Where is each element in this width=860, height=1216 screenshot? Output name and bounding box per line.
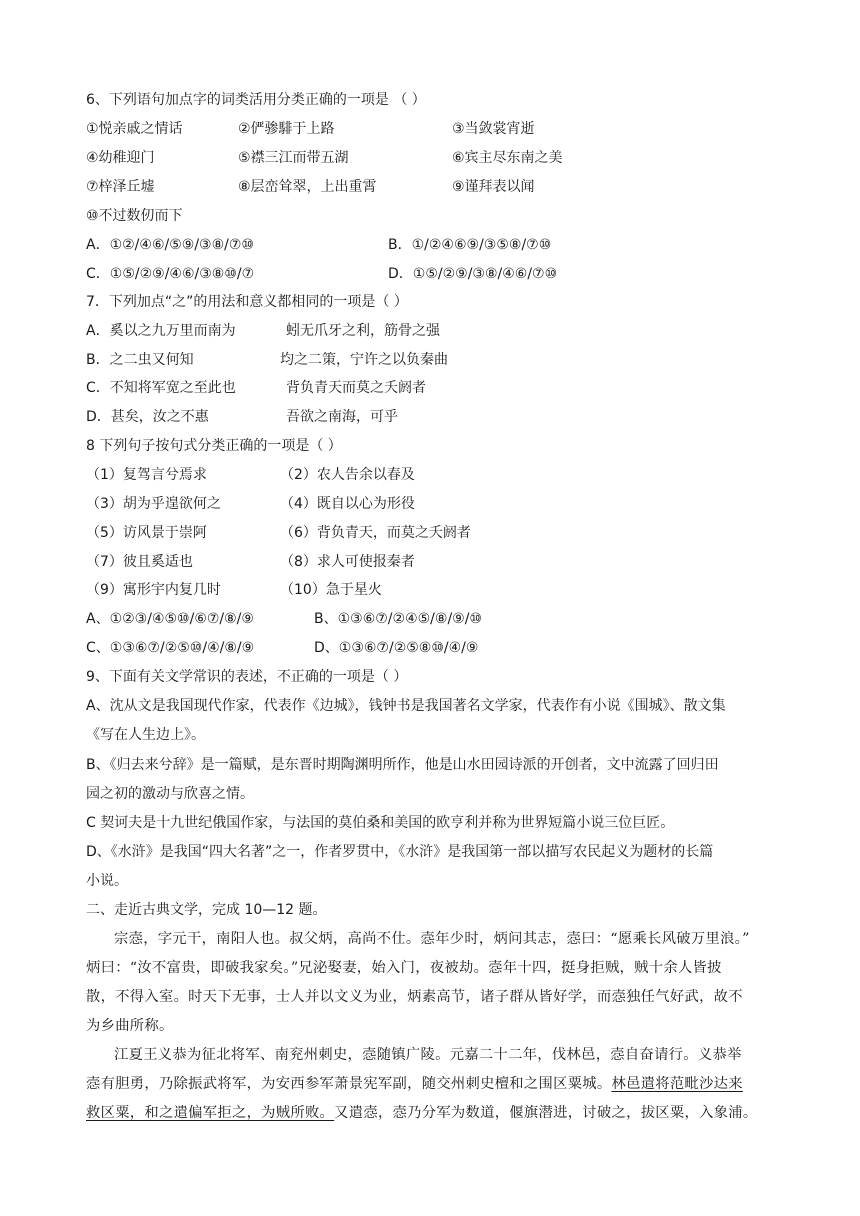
q6-item: ②俨骖騑于上路: [238, 121, 335, 137]
q6-item: ⑧层峦耸翠，上出重霄: [238, 179, 377, 195]
underlined-passage-text: 林邑遣将范毗沙达来: [611, 1076, 743, 1092]
q9-stem: 9、下面有关文学常识的表述，不正确的一项是（ ）: [86, 669, 408, 685]
q6-item: ④幼稚迎门: [86, 150, 155, 166]
q7-option-a-right: 蚓无爪牙之利，筋骨之强: [286, 323, 440, 339]
q8-option-b: B、①③⑥⑦/②④⑤/⑧/⑨/⑩: [314, 611, 482, 627]
q8-option-c: C、①③⑥⑦/②⑤⑩/④/⑧/⑨: [86, 640, 255, 656]
q9-option-c-line: C 契诃夫是十九世纪俄国作家，与法国的莫伯桑和美国的欧亨利并称为世界短篇小说三位巨匠。: [86, 815, 675, 831]
q8-item: （5）访风景于崇阿: [86, 525, 207, 541]
q8-stem: 8 下列句子按句式分类正确的一项是（ ）: [86, 438, 342, 454]
section2-heading: 二、走近古典文学，完成 10—12 题。: [86, 902, 327, 918]
q7-option-a-left: A．奚以之九万里而南为: [86, 323, 236, 339]
q9-option-d-cont: 小说。: [86, 873, 128, 889]
q8-item: （6）背负青天，而莫之夭阏者: [280, 525, 471, 541]
passage-line: 宗悫，字元干，南阳人也。叔父炳，高尚不仕。悫年少时，炳问其志，悫曰：“愿乘长风破万里浪。”: [114, 931, 750, 947]
q8-item: （9）寓形宇内复几时: [86, 582, 221, 598]
passage-line: [86, 1074, 743, 1094]
passage-text: 悫有胆勇，乃除振武将军，为安西参军萧景宪军副，随交州刺史檀和之围区粟城。: [86, 1076, 612, 1092]
q6-item: ⑦梓泽丘墟: [86, 179, 155, 195]
passage-line: [86, 1103, 757, 1123]
q7-option-b-left: B．之二虫又何知: [86, 352, 194, 368]
q7-option-c-left: C．不知将军宽之至此也: [86, 380, 236, 396]
q8-item: （10）急于星火: [280, 582, 382, 598]
q7-stem: 7．下列加点“之”的用法和意义都相同的一项是（ ）: [86, 294, 408, 310]
q6-option-b: B．①/②④⑥⑨/③⑤⑧/⑦⑩: [388, 237, 552, 253]
passage-line: 炳曰：“汝不富贵，即破我家矣。”兄泌娶妻，始入门，夜被劫。悫年十四，挺身拒贼，贼十余人皆披: [86, 960, 722, 976]
passage-line: 江夏王义恭为征北将军、南兖州刺史，悫随镇广陵。元嘉二十二年，伐林邑，悫自奋请行。义恭举: [114, 1047, 742, 1063]
q8-item: （8）求人可使报秦者: [280, 554, 415, 570]
q8-item: （3）胡为乎遑欲何之: [86, 496, 221, 512]
passage-text: 又遣悫，悫乃分军为数道，偃旗潜进，讨破之，拔区粟，入象浦。: [334, 1105, 758, 1121]
q6-item: ⑥宾主尽东南之美: [452, 150, 563, 166]
passage-line: 为乡曲所称。: [86, 1018, 174, 1034]
q9-option-a-cont: 《写在人生边上》。: [86, 727, 205, 743]
q7-option-d-right: 吾欲之南海，可乎: [286, 409, 398, 425]
q6-option-c: C．①⑤/②⑨/④⑥/③⑧⑩/⑦: [86, 266, 255, 282]
q7-option-c-right: 背负青天而莫之夭阏者: [286, 380, 426, 396]
q8-item: （7）彼且奚适也: [86, 554, 193, 570]
q8-item: （1）复驾言兮焉求: [86, 467, 207, 483]
q9-option-a-line: A、沈从文是我国现代作家，代表作《边城》，钱钟书是我国著名文学家，代表作有小说《围城》、散文集: [86, 698, 726, 714]
q9-option-b-cont: 园之初的激动与欣喜之情。: [86, 786, 254, 802]
q6-option-d: D．①⑤/②⑨/③⑧/④⑥/⑦⑩: [388, 266, 558, 282]
underlined-passage-text: 救区粟，和之遣偏军拒之，为贼所败。: [86, 1105, 335, 1121]
passage-line: 散，不得入室。时天下无事，士人并以文义为业，炳素高节，诸子群从皆好学，而悫独任气好武，故不: [86, 989, 743, 1005]
q8-item: （2）农人告余以春及: [280, 467, 415, 483]
q6-item: ⑩不过数仞而下: [86, 208, 183, 224]
q9-option-d-line: D、《水浒》是我国“四大名著”之一，作者罗贯中，《水浒》是我国第一部以描写农民起义为题材的长篇: [86, 844, 714, 860]
q9-option-b-line: B、《归去来兮辞》是一篇赋，是东晋时期陶渊明所作，他是山水田园诗派的开创者，文中流露了回归田: [86, 757, 719, 773]
q6-item: ⑤襟三江而带五湖: [238, 150, 349, 166]
q6-option-a: A．①②/④⑥/⑤⑨/③⑧/⑦⑩: [86, 237, 254, 253]
q6-item: ⑨谨拜表以闻: [452, 179, 535, 195]
q8-option-a: A、①②③/④⑤⑩/⑥⑦/⑧/⑨: [86, 611, 254, 627]
q6-item: ③当敛裳宵逝: [452, 121, 535, 137]
q6-stem: 6、下列语句加点字的词类活用分类正确的一项是 （ ）: [86, 92, 426, 108]
q8-item: （4）既自以心为形役: [280, 496, 415, 512]
q8-option-d: D、①③⑥⑦/②⑤⑧⑩/④/⑨: [314, 640, 479, 656]
q7-option-b-right: 均之二策，宁许之以负秦曲: [280, 352, 448, 368]
q7-option-d-left: D．甚矣，汝之不惠: [86, 409, 209, 425]
q6-item: ①悦亲戚之情话: [86, 121, 183, 137]
